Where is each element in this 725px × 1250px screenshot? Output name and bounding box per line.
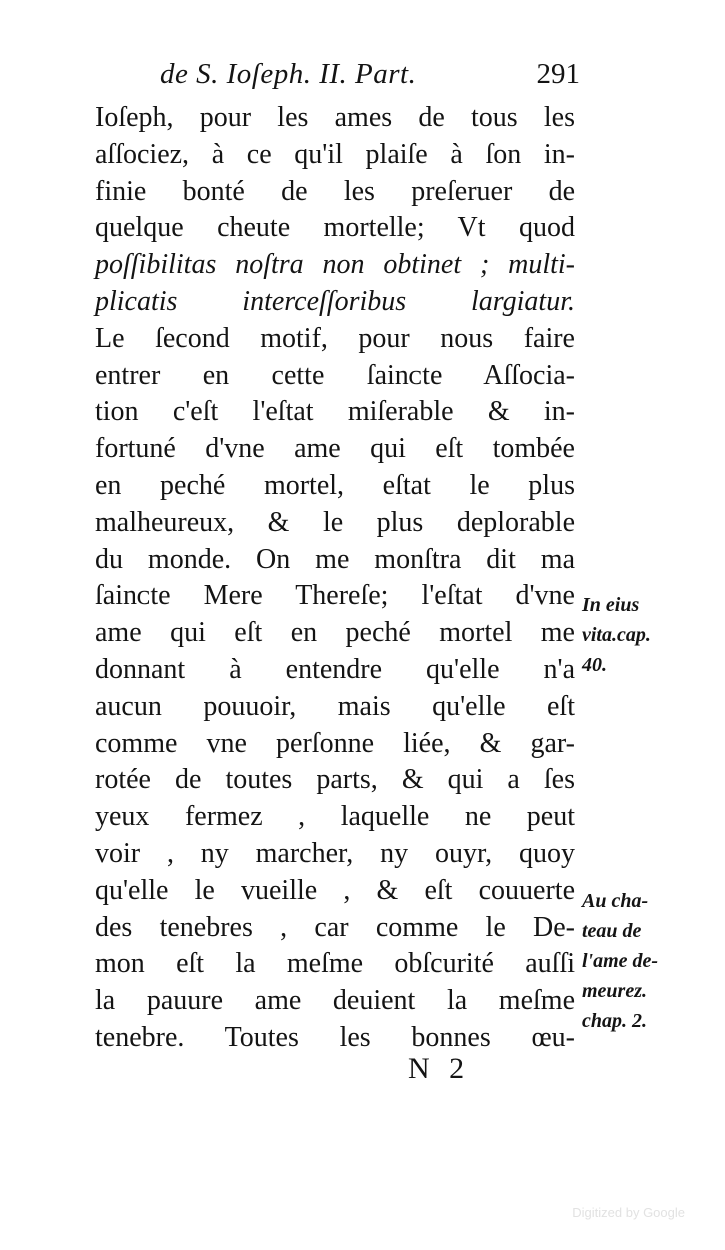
- margin-note-chateau: [582, 886, 712, 1036]
- text-line: aſſociez, à ce qu'il plaiſe à ſon in-: [95, 138, 575, 170]
- margin-note-line: meurez.: [582, 980, 647, 1002]
- page-number: 291: [536, 58, 580, 90]
- text-line: fortuné d'vne ame qui eſt tombée: [95, 433, 575, 465]
- text-line: des tenebres , car comme le De-: [95, 911, 575, 943]
- text-line: ſainᴄte Mere Thereſe; l'eſtat d'vne: [95, 580, 575, 612]
- text-line: en peché mortel, eſtat le plus: [95, 469, 575, 501]
- text-line: Le ſecond motif, pour nous faire: [95, 322, 575, 354]
- text-line: rotée de toutes parts, & qui a ſes: [95, 764, 575, 796]
- text-line: ame qui eſt en peché mortel me: [95, 617, 575, 649]
- body-text: [95, 100, 575, 1057]
- text-line: Ioſeph, pour les ames de tous les: [95, 102, 575, 133]
- text-line: yeux fermez , laquelle ne peut: [95, 801, 575, 833]
- text-line: finie bonté de les preſeruer de: [95, 175, 575, 207]
- margin-note-vita: [582, 590, 712, 680]
- text-line: du monde. On me monſtra dit ma: [95, 543, 575, 575]
- text-line: tion c'eſt l'eſtat miſerable & in-: [95, 396, 575, 428]
- margin-note-line: 40.: [582, 654, 607, 676]
- text-line: comme vne perſonne liée, & gar-: [95, 727, 575, 759]
- text-line: poſſibilitas noſtra non obtinet ; multi-: [95, 249, 575, 281]
- margin-note-line: l'ame de-: [582, 950, 659, 972]
- watermark: Digitized by Google: [572, 1205, 685, 1220]
- page-header: [160, 58, 580, 94]
- text-line: entrer en cette ſainᴄte Aſſocia-: [95, 359, 575, 391]
- margin-note-line: teau de: [582, 920, 642, 942]
- margin-note-line: vita.cap.: [582, 624, 651, 646]
- text-line: voir , ny marcher, ny ouyr, quoy: [95, 837, 575, 869]
- text-line: quelque cheute mortelle; Vt quod: [95, 212, 575, 244]
- margin-note-line: Au cha-: [582, 890, 649, 912]
- signature-mark: N 2: [408, 1052, 471, 1085]
- text-line: malheureux, & le plus deplorable: [95, 506, 575, 538]
- text-line: qu'elle le vueille , & eſt couuerte: [95, 874, 575, 906]
- margin-note-line: In eius: [582, 594, 640, 616]
- text-line: aucun pouuoir, mais qu'elle eſt: [95, 690, 575, 722]
- text-line: mon eſt la meſme obſcurité auſſi: [95, 948, 575, 980]
- text-line: la pauure ame deuient la meſme: [95, 985, 575, 1017]
- running-title: de S. Ioſeph. II. Part.: [160, 58, 417, 90]
- text-line: tenebre. Toutes les bonnes œu-: [95, 1021, 575, 1053]
- text-line: plicatis interceſſoribus largiatur.: [95, 285, 575, 317]
- text-line: donnant à entendre qu'elle n'a: [95, 653, 575, 685]
- margin-note-line: chap. 2.: [582, 1010, 647, 1032]
